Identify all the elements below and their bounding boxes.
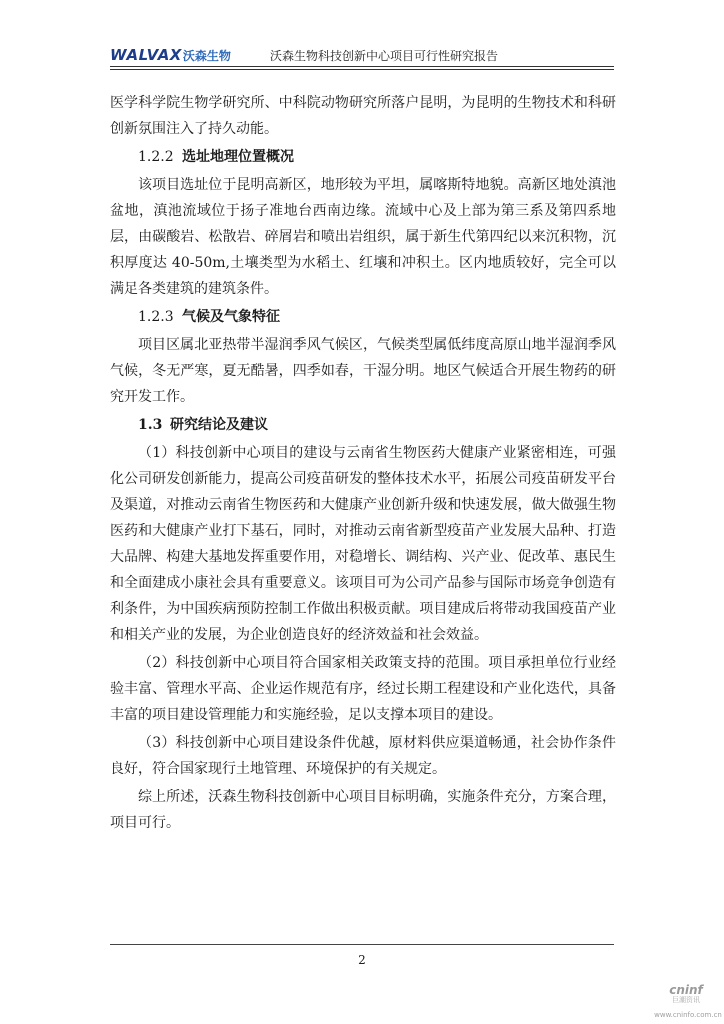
page-header	[110, 44, 614, 74]
section-title: 选址地理位置概况	[182, 149, 294, 165]
logo-chinese: 沃森生物	[182, 49, 231, 63]
paragraph-intro: 医学科学院生物学研究所、中科院动物研究所落户昆明，为昆明的生物技术和科研创新氛围注入了持久动能。	[110, 95, 616, 137]
header-divider-double	[110, 69, 614, 70]
section-number: 1.3	[138, 417, 163, 433]
paragraph-conclusion-3: （3）科技创新中心项目建设条件优越，原材料供应渠道畅通，社会协作条件良好，符合国家现行土地管理、环境保护的有关规定。	[110, 735, 616, 777]
header-divider	[110, 66, 614, 67]
document-body	[110, 90, 616, 836]
page-number: 2	[358, 953, 366, 967]
section-title: 气候及气象特征	[182, 309, 280, 325]
watermark-logo: cninf	[669, 983, 703, 997]
paragraph-location: 该项目选址位于昆明高新区，地形较为平坦，属喀斯特地貌。高新区地处滇池盆地，滇池流域位于扬子准地台西南边缘。流域中心及上部为第三系及第四系地层，由碳酸岩、松散岩、碎屑岩和喷出岩组织，属于新生代第四纪以来沉积物，沉积厚度达 40-50m,土壤类型为水稻土、红壤和冲积土。区内地质较好，完全可以满足各类建筑的建筑条件。	[110, 177, 616, 297]
paragraph-conclusion-2: （2）科技创新中心项目符合国家相关政策支持的范围。项目承担单位行业经验丰富、管理水平高、企业运作规范有序，经过长期工程建设和产业化迭代，具备丰富的项目建设管理能力和实施经验，足以支撑本项目的建设。	[110, 655, 616, 723]
section-number: 1.2.3	[138, 309, 174, 325]
company-logo	[110, 47, 231, 64]
watermark-url: www.cninfo.com.cn	[654, 1011, 722, 1019]
section-title: 研究结论及建议	[170, 417, 268, 433]
paragraph-climate: 项目区属北亚热带半湿润季风气候区，气候类型属低纬度高原山地半湿润季风气候，冬无严寒，夏无酷暑，四季如春，干湿分明。地区气候适合开展生物药的研究开发工作。	[110, 337, 616, 405]
document-title: 沃森生物科技创新中心项目可行性研究报告	[270, 49, 499, 63]
section-number: 1.2.2	[138, 149, 174, 165]
paragraph-summary: 综上所述，沃森生物科技创新中心项目目标明确，实施条件充分，方案合理，项目可行。	[110, 789, 616, 831]
logo-latin: WALVAX	[110, 46, 182, 64]
watermark-chinese: 巨潮资讯	[672, 996, 700, 1004]
section-heading-1-3	[110, 412, 616, 438]
watermark	[656, 984, 716, 1004]
section-heading-1-2-3	[110, 304, 616, 330]
footer-divider	[110, 944, 614, 945]
section-heading-1-2-2	[110, 144, 616, 170]
paragraph-conclusion-1: （1）科技创新中心项目的建设与云南省生物医药大健康产业紧密相连，可强化公司研发创新能力，提高公司疫苗研发的整体技术水平，拓展公司疫苗研发平台及渠道，对推动云南省生物医药和大健康产业创新升级和快速发展，做大做强生物医药和大健康产业打下基石，同时，对推动云南省新型疫苗产业发展大品种、打造大品牌、构建大基地发挥重要作用，对稳增长、调结构、兴产业、促改革、惠民生和全面建成小康社会具有重要意义。该项目可为公司产品参与国际市场竞争创造有利条件，为中国疾病预防控制工作做出积极贡献。项目建成后将带动我国疫苗产业和相关产业的发展，为企业创造良好的经济效益和社会效益。	[110, 445, 616, 643]
